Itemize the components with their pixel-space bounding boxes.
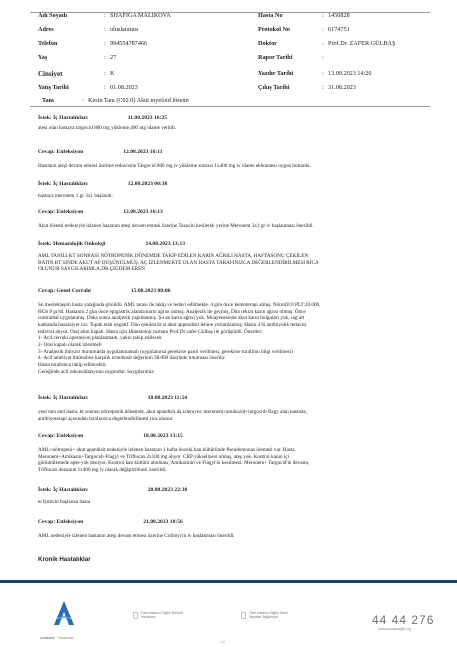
section-text: ateşi olan hastaya targocid 800 mg yükleme,400 mg idame verildi. xyxy=(38,125,177,131)
section-title: Cevap: Genel Cerrahi xyxy=(38,288,91,294)
page-number: 1/4 xyxy=(220,640,225,644)
age-label: Yaş xyxy=(38,54,48,61)
section-date: 21.08.2023 10:56 xyxy=(143,519,183,525)
footer-rule xyxy=(0,580,457,583)
address-label: Adres xyxy=(38,26,54,33)
admission-label: Yatış Tarihi xyxy=(38,84,69,91)
section-text: Sn meslektaşım hasta yatağında görüldü. AML tanısı ile takip ve tedavi edilmekte. 4 gün önce kemoterapi almış. Nötrofil:0 PLT:20.000, xyxy=(38,302,321,308)
footer-item-label: Özel Anadolu Sağlık Merkezi xyxy=(141,611,184,615)
section-text: 2- Oral kapalı olarak izlenmeli xyxy=(38,341,102,348)
doctor: Prof.Dr. ZAFER GÜLBAŞ xyxy=(328,40,396,47)
address: uluslararası xyxy=(110,26,139,33)
section-date: 12.08.2023 16:11 xyxy=(123,149,163,155)
file-no: 1450828 xyxy=(328,12,350,19)
section-text: tedavisi alıyor. Oral alım kapalı. Hasta için Hmeatoloji uzmanı Prof Dr zafer Gülbaş ile görüşüldü. Öneriler: xyxy=(38,328,263,335)
diagnosis: Kesin Tanı (C92.0) Akut myeloid lösemi xyxy=(88,97,189,104)
consult-section xyxy=(38,487,428,506)
section-text: Gereğinde acil rekonsültasyonu uygundur. Saygılarımla xyxy=(38,368,154,375)
section-title: İstek: İç Hastalıkları xyxy=(38,115,88,121)
doctor-label: Doktor xyxy=(258,40,277,47)
phone-label: Telefon xyxy=(38,40,58,47)
chronic-diseases-title: Kronik Hastalıklar xyxy=(38,556,91,563)
discharge-label: Çıkış Tarihi xyxy=(258,84,290,91)
section-date: 11.08.2023 16:25 xyxy=(127,115,168,121)
footer-item-sub: Hastanesi xyxy=(141,615,156,620)
section-title: İstek: İç Hastalıkları xyxy=(38,487,88,493)
section-text: Meronem+Amikasin+Targocid+Flagyl ve Triflucan 2x100 mg alıyor. CRP yükselmesi olmuş, ateş yok. Kontrol kanın içi xyxy=(38,453,290,460)
diagnosis-label: Tanı xyxy=(42,97,54,104)
section-text: Akut lösemi nedeniyle izlenen hastanın ateşi devam etmesi üzerine Tazocin kesilerek yerine Meronem 3x1 gr iv başlanması önerildi. xyxy=(38,223,314,229)
section-text: AML nedeniyle izlenen hastanın ateşi devam etmesi üzerine Colimycin iv başlanması önerildi. xyxy=(38,533,235,539)
section-text: AML TANILI KT SONRASI NÖTROPENİK DÖNEMDE TAKİP EDİLEN KARIN AĞRILI HASTA, HAFTASONU ÇEKİLEN xyxy=(38,253,309,259)
consult-section xyxy=(38,433,428,474)
consult-section xyxy=(38,395,428,422)
section-title: Cevap: Enfeksiyon xyxy=(38,209,84,215)
section-title: İstek: İç Hastalıkları xyxy=(38,395,88,401)
section-date: 12.08.2023 00:38 xyxy=(127,181,168,187)
section-text: HGb 8 gr/dl. Hastanın 2 gün önce epigastrik alanda karın ağrısı olmuş. Analjezik ile geçmiş. Dün tekrar karın ağrısı olmuş. Önce xyxy=(38,308,306,315)
section-text: kadranda hassasiyet var. Topuk testi negatif. Dün çekilen bt si akut appendisit lehine yorumlanmış. Hasta 4 lü antibiyotik tedavisi xyxy=(38,321,307,328)
consult-section xyxy=(38,149,428,170)
section-text: 3- Analjezik ihtiyacı durumunda uygulanmamalı (uygulanırsa gerekirse parol verilmesi, gerekirse turafimo bilgi verilmesi) xyxy=(38,348,293,355)
section-text: ecfymicin başlanan hasta xyxy=(38,499,91,505)
header-rule xyxy=(30,106,430,107)
footer-item-sub: Hayatlar Sağlanıyor xyxy=(249,615,278,620)
section-title: Cevap: Enfeksiyon xyxy=(38,149,84,155)
section-title: Cevap: Enfeksiyon xyxy=(38,433,84,439)
section-text: görüntülemede apse yok deniyor. Kontrol kan kültürü alınması, Amikasinin ve Flagyl'in kesilmesi. Meronem+ Targocid'in devamı, xyxy=(38,460,310,467)
section-text: AML+nötropeni+ akut apandisit nedeniyle izlenen hastanın 1 hafta önceki kan kültüründe Pseudomonas üremesi var. Hasta xyxy=(38,447,295,453)
section-text: BATIN BT SİNDE AKUT AP DÜŞÜNÜLMÜŞ. AÇ İZLENMEKTE OLAN HASTA TARAFINIZCA DEĞERLENDİRİLMESİ RİCA xyxy=(38,259,319,266)
separator: : xyxy=(104,12,106,19)
file-no-label: Hasta No xyxy=(258,12,283,19)
section-date: 15.08.2023 08:06 xyxy=(130,288,171,294)
gender: K xyxy=(110,70,115,77)
patient-name: SHAFIGA MALIKOVA xyxy=(110,12,171,19)
section-date: 12.08.2023 16:13 xyxy=(123,209,163,215)
consult-section xyxy=(38,519,428,540)
hospital-logo-icon xyxy=(44,595,84,635)
footer-website: www.anadolusaglik.org xyxy=(378,627,411,631)
section-date: 20.08.2023 22:38 xyxy=(147,487,188,493)
section-text: yeni tanı aml hasta, kt sonrası nötropenik dönemde. akut apandisit da izlenıyor. meronem+amıkozid+targocid+flagy alan hastada, xyxy=(38,409,307,415)
section-text: Hastanın ateşi devam etmesi üzerine tedavisine Targocid 800 mg iv yükleme sonrası 1x400 mg iv idame eklenmesi uygun bulundu. xyxy=(38,163,311,169)
consult-section xyxy=(38,241,428,273)
print-date-label: Yazdır Tarihi xyxy=(258,70,294,77)
building-icon xyxy=(132,612,139,619)
section-text: antibiyoterapi açısından tarafınızca degerlendirilmesi rica olunur. xyxy=(38,415,174,422)
section-text: contramal uygulanmış. Daha sonra analjezik yapılmamış. Şu an karın ağrısı yok. Muayenesinde akut karın bulguları yok, sağ alt xyxy=(38,315,305,322)
building-icon xyxy=(240,612,247,619)
gender-label: Cinsiyet xyxy=(38,70,63,78)
footer xyxy=(0,580,457,647)
section-text: 4- Acil ameliyat ihtimaline karşılık trombosit değerinin 30.000 üzerinde tutulması önerilir. xyxy=(38,355,226,362)
footer-item-label: Özel Anadolu Sağlık Tesisi xyxy=(249,611,288,615)
section-text: Triflucan dozunun 1x400 mg iv olarak değiştirilmesi önerildi. xyxy=(38,466,167,473)
header-rule xyxy=(30,12,430,13)
section-title: Cevap: Enfeksiyon xyxy=(38,519,84,525)
section-title: İstek: İç Hastalıkları xyxy=(38,181,88,187)
protocol-label: Protokol No xyxy=(258,26,291,33)
print-date: 13.09.2023 14:20 xyxy=(328,70,372,77)
report-date-label: Rapor Tarihi xyxy=(258,54,293,61)
phone: 994554787466 xyxy=(110,40,148,47)
consult-section xyxy=(38,181,428,200)
section-text: 1- Acil cerrahi operasyon planlanmadı, yakın takip edilecek xyxy=(38,335,162,342)
consult-section xyxy=(38,115,428,132)
section-text: OLUNUR SAYGILARIMLA,DR.ÇİĞDEM EREN xyxy=(38,266,146,273)
protocol: 6174751 xyxy=(328,26,350,33)
section-text: Hasta turafımca takip edilecektir. xyxy=(38,361,107,368)
patient-header: Adı Soyadı : SHAFIGA MALIKOVA Hasta No : 1450828 Adres : uluslararası Protokol No : 6174751 Telefon : 994554787466 Doktor : Prof.Dr. ZAFER GÜLBAŞ Yaş : 27 Rapor Tarihi : Cinsiyet : K Yazdır Tarihi : 13.09.2023 14:20 Yatış Tarihi : 01.08.2023 Çıkış Tarihi : 31.08.2023 Tanı : Kesin Tanı (C92.0) Akut myeloid lösemi xyxy=(38,12,396,104)
discharge-date: 31.08.2023 xyxy=(328,84,356,91)
consult-section xyxy=(38,209,428,230)
consult-section xyxy=(38,288,428,375)
section-date: 18.08.2023 11:54 xyxy=(147,395,188,401)
brand-sub: Hastaneleri xyxy=(58,636,75,640)
footer-phone: 44 44 276 xyxy=(372,613,435,627)
section-title: İstek: Hematolojik Onkoloji xyxy=(38,241,106,247)
brand-name: Acıbadem xyxy=(40,636,55,640)
patient-name-label: Adı Soyadı xyxy=(38,12,68,19)
section-date: 14.08.2023 13:13 xyxy=(145,241,186,247)
admission-date: 01.08.2023 xyxy=(110,84,138,91)
age: 27 xyxy=(110,54,117,61)
section-date: 18.08.2023 13:15 xyxy=(143,433,183,439)
section-text: hastaya meronem 1 gr 3x1 başlandı. xyxy=(38,193,113,199)
